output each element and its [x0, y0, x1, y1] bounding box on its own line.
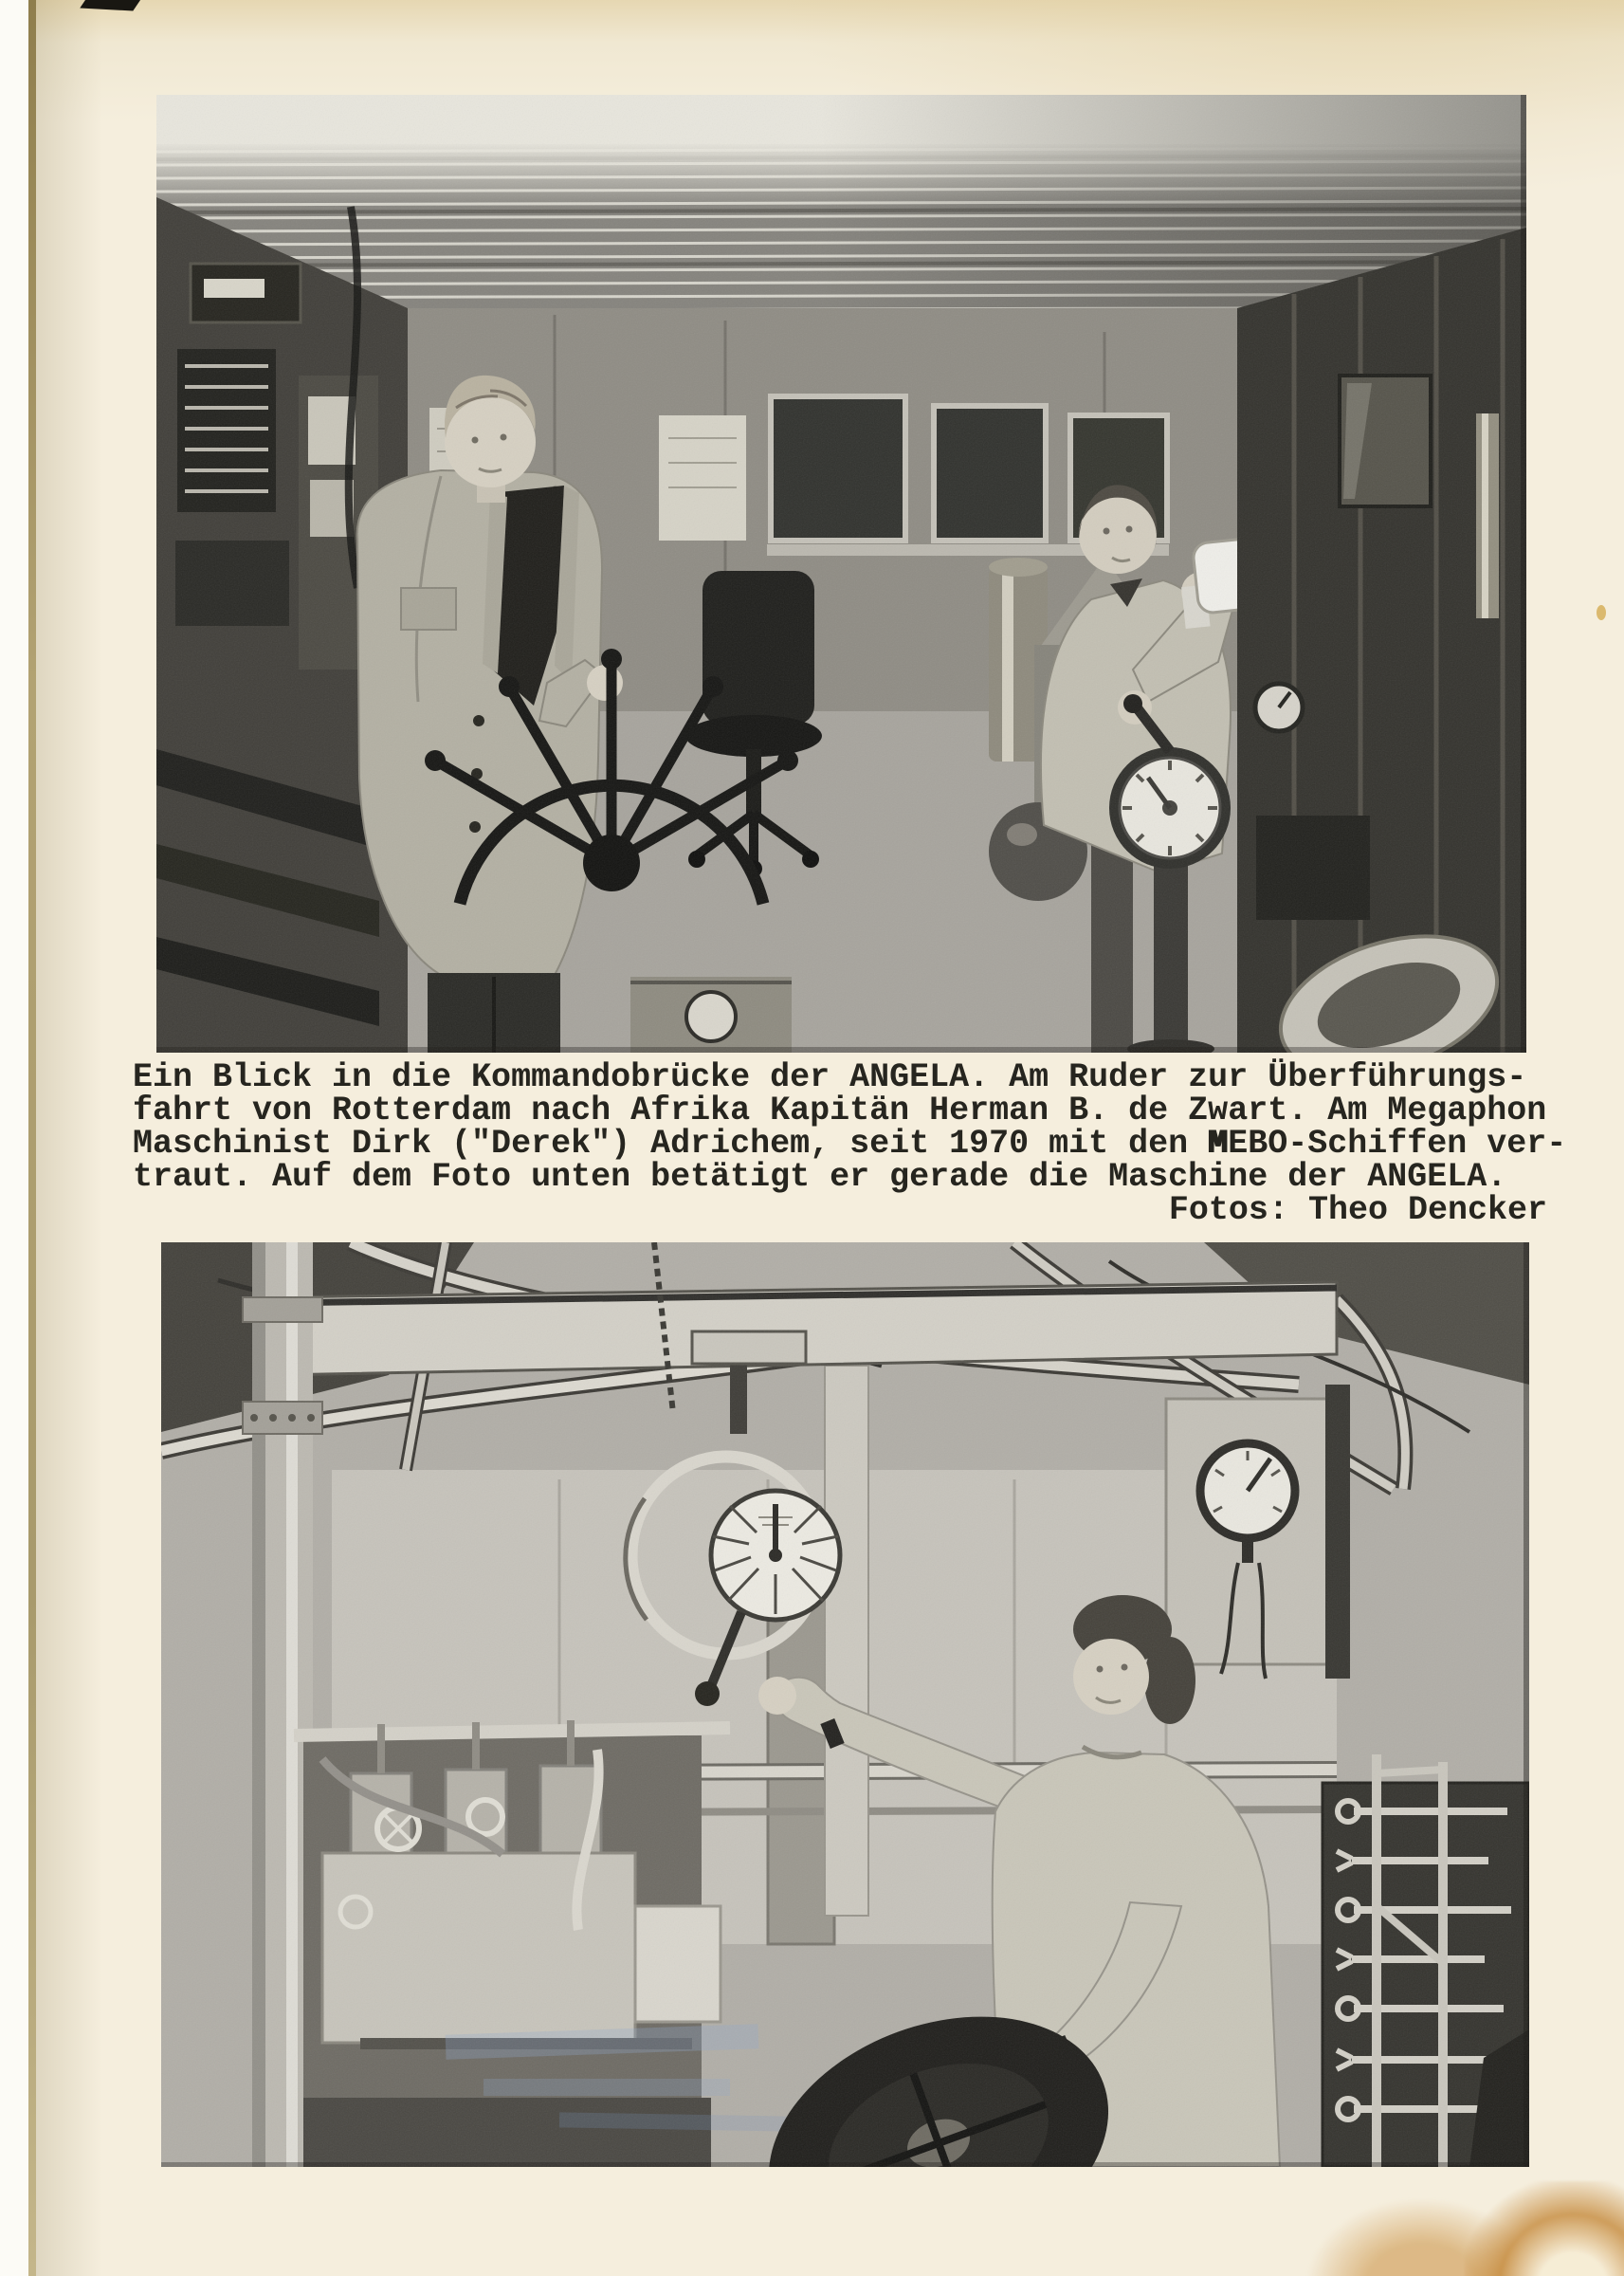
caption-segment: Ein Blick in die Kommandobrücke der ANGELA. Am Ruder zur Überführungs-	[133, 1058, 1527, 1096]
stain-mark	[1308, 2200, 1536, 2276]
caption-line	[133, 1191, 1547, 1229]
page-gutter	[0, 0, 28, 2276]
photo-grain	[161, 1242, 1529, 2167]
caption-block	[133, 1058, 1567, 1229]
caption-segment: traut. Auf dem Foto unten betätigt er gerade die Maschine der ANGELA.	[133, 1158, 1507, 1196]
caption-segment: Fotos: Theo Dencker	[1168, 1191, 1547, 1229]
caption-segment: fahrt von Rotterdam nach Afrika Kapitän Herman B. de Zwart. Am Megaphon	[133, 1092, 1547, 1129]
page-edge-line	[28, 0, 36, 2276]
photo-bridge	[156, 95, 1526, 1053]
caption-line	[133, 1058, 1547, 1096]
caption-line	[133, 1125, 1567, 1163]
caption-line	[133, 1094, 1547, 1128]
paper-speck	[1597, 605, 1606, 620]
caption-bold-segment: M	[1208, 1125, 1229, 1163]
photo-engine-room	[161, 1242, 1529, 2167]
caption-segment: EBO-Schiffen ver-	[1228, 1125, 1567, 1163]
stain-mark	[1465, 2181, 1624, 2276]
caption-line	[133, 1158, 1547, 1196]
caption-segment: Maschinist Dirk ("Derek") Adrichem, seit 1970 mit den	[133, 1125, 1209, 1163]
photo-grain	[156, 95, 1526, 1053]
page-gutter-shadow	[36, 0, 102, 2276]
